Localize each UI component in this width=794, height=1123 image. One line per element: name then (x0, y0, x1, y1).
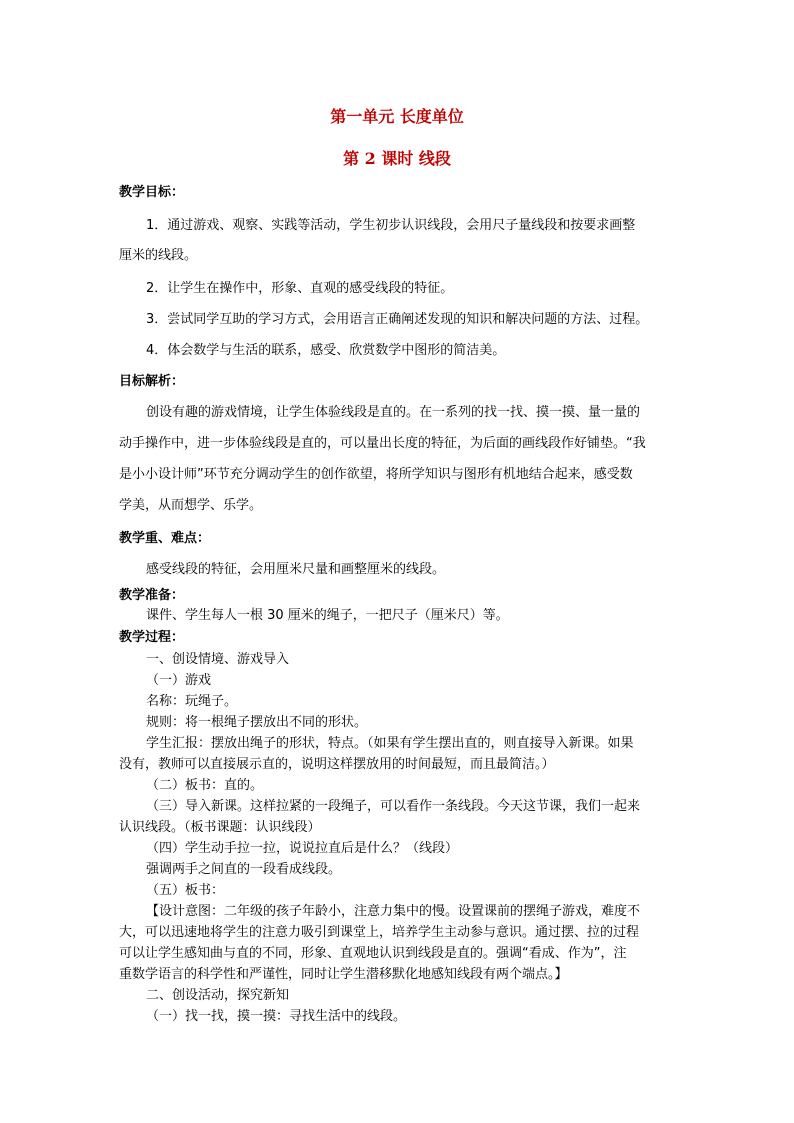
process-line: 二、创设活动，探究新知 (146, 988, 290, 1003)
process-line: 学生汇报：摆放出绳子的形状，特点。（如果有学生摆出直的，则直接导入新课。如果 (146, 736, 634, 751)
preparation-text: 课件、学生每人一根 30 厘米的绳子，一把尺子（厘米尺）等。 (146, 608, 509, 623)
analysis-line-1: 创设有趣的游戏情境，让学生体验线段是直的。在一系列的找一找、摸一摸、量一量的 (146, 405, 641, 420)
process-heading: 教学过程： (119, 630, 185, 645)
key-points-heading: 教学重、难点： (119, 531, 211, 546)
process-line: 认识线段。（板书课题：认识线段） (119, 820, 321, 835)
analysis-line-2: 动手操作中，进一步体验线段是直的，可以量出长度的特征，为后面的画线段作好铺垫。“我 (119, 436, 646, 451)
process-line: 强调两手之间直的一段看成线段。 (146, 862, 342, 877)
design-intent-line: 重数学语言的科学性和严谨性，同时让学生潜移默化地感知线段有两个端点。】 (119, 967, 568, 982)
process-line: （二）板书：直的。 (146, 778, 264, 793)
goal-2: 2．让学生在操作中，形象、直观的感受线段的特征。 (146, 281, 454, 296)
design-intent-line: 可以让学生感知曲与直的不同，形象、直观地认识到线段是直的。强调“看成、作为”，注 (119, 946, 627, 961)
process-line: 规则：将一根绳子摆放出不同的形状。 (146, 715, 368, 730)
goal-1-line-1: 1．通过游戏、观察、实践等活动，学生初步认识线段，会用尺子量线段和按要求画整 (146, 218, 636, 233)
analysis-line-4: 学美，从而想学、乐学。 (119, 498, 263, 513)
process-line: （四）学生动手拉一拉，说说拉直后是什么？（线段） (146, 841, 459, 856)
process-line: （一）找一找，摸一摸：寻找生活中的线段。 (146, 1009, 407, 1024)
unit-title: 第一单元 长度单位 (330, 107, 464, 126)
preparation-heading: 教学准备： (119, 588, 185, 603)
goal-4: 4．体会数学与生活的联系，感受、欣赏数学中图形的简洁美。 (146, 343, 506, 358)
analysis-line-3: 是小小设计师”环节充分调动学生的创作欲望，将所学知识与图形有机地结合起来，感受数 (119, 467, 633, 482)
lesson-title: 第 2 课时 线段 (343, 149, 451, 168)
process-line: （五）板书： (146, 883, 225, 898)
process-line: 没有，教师可以直接展示直的，说明这样摆放用的时间最短，而且最简洁。） (119, 757, 555, 772)
process-line: 一、创设情境、游戏导入 (146, 652, 290, 667)
process-line: （三）导入新课。这样拉紧的一段绳子，可以看作一条线段。今天这节课，我们一起来 (146, 799, 641, 814)
analysis-heading: 目标解析： (119, 374, 185, 389)
process-line: 名称：玩绳子。 (146, 694, 238, 709)
goal-3: 3．尝试同学互助的学习方式，会用语言正确阐述发现的知识和解决问题的方法、过程。 (146, 312, 649, 327)
goals-heading: 教学目标： (119, 185, 185, 200)
design-intent-line: 【设计意图：二年级的孩子年龄小，注意力集中的慢。设置课前的摆绳子游戏，难度不 (146, 904, 641, 919)
goal-1-line-2: 厘米的线段。 (119, 248, 198, 263)
process-line: （一）游戏 (146, 673, 212, 688)
key-points-text: 感受线段的特征，会用厘米尺量和画整厘米的线段。 (146, 562, 446, 577)
design-intent-line: 大，可以迅速地将学生的注意力吸引到课堂上，培养学生主动参与意识。通过摆、拉的过程 (119, 925, 640, 940)
